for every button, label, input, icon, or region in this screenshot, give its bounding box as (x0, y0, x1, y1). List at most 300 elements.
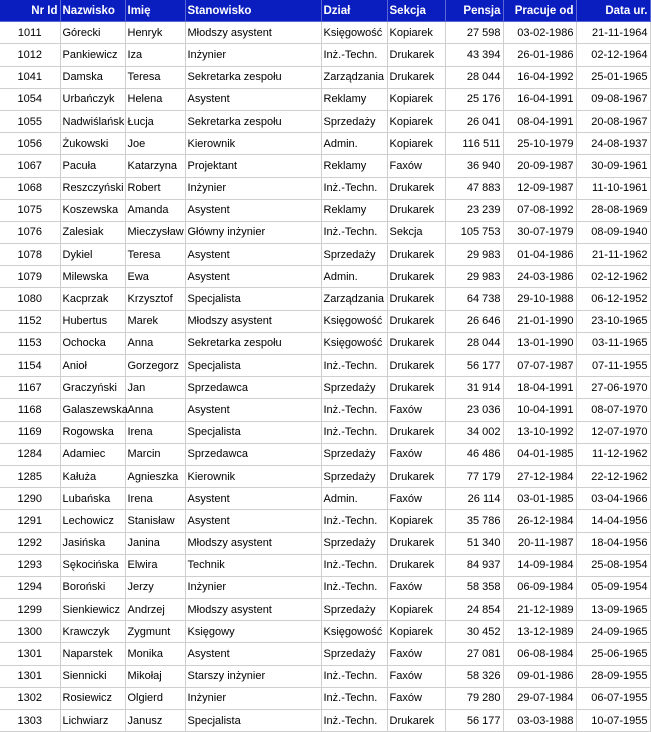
cell-sekcja[interactable]: Faxów (387, 576, 445, 598)
cell-sekcja[interactable]: Kopiarek (387, 621, 445, 643)
cell-dzial[interactable]: Reklamy (321, 155, 387, 177)
cell-pracuje-od[interactable]: 27-12-1984 (503, 465, 576, 487)
cell-pensja[interactable]: 29 983 (445, 244, 503, 266)
table-row[interactable] (0, 421, 650, 443)
cell-pensja[interactable]: 31 914 (445, 377, 503, 399)
cell-nazwisko[interactable]: Pacuła (60, 155, 125, 177)
cell-imie[interactable]: Krzysztof (125, 288, 185, 310)
cell-stanowisko[interactable]: Inżynier (185, 44, 321, 66)
cell-pracuje-od[interactable]: 13-01-1990 (503, 332, 576, 354)
cell-pracuje-od[interactable]: 03-03-1988 (503, 710, 576, 732)
column-header-stanowisko[interactable]: Stanowisko (185, 0, 321, 22)
table-row[interactable] (0, 377, 650, 399)
table-row[interactable] (0, 66, 650, 88)
cell-pracuje-od[interactable]: 20-11-1987 (503, 532, 576, 554)
cell-stanowisko[interactable]: Sekretarka zespołu (185, 66, 321, 88)
cell-dzial[interactable]: Sprzedaży (321, 443, 387, 465)
cell-dzial[interactable]: Inż.-Techn. (321, 355, 387, 377)
cell-pensja[interactable]: 26 114 (445, 488, 503, 510)
cell-imie[interactable]: Amanda (125, 199, 185, 221)
cell-sekcja[interactable]: Faxów (387, 488, 445, 510)
cell-nazwisko[interactable]: Lichwiarz (60, 710, 125, 732)
cell-stanowisko[interactable]: Specjalista (185, 421, 321, 443)
cell-imie[interactable]: Anna (125, 399, 185, 421)
cell-pensja[interactable]: 58 358 (445, 576, 503, 598)
table-row[interactable] (0, 266, 650, 288)
cell-pracuje-od[interactable]: 30-07-1979 (503, 221, 576, 243)
cell-imie[interactable]: Andrzej (125, 599, 185, 621)
cell-imie[interactable]: Łucja (125, 110, 185, 132)
cell-pracuje-od[interactable]: 24-03-1986 (503, 266, 576, 288)
cell-nr-id[interactable]: 1154 (0, 355, 60, 377)
cell-pensja[interactable]: 27 081 (445, 643, 503, 665)
cell-sekcja[interactable]: Kopiarek (387, 133, 445, 155)
cell-nazwisko[interactable]: Milewska (60, 266, 125, 288)
cell-pracuje-od[interactable]: 21-01-1990 (503, 310, 576, 332)
cell-data-ur[interactable]: 22-12-1962 (576, 465, 650, 487)
table-row[interactable] (0, 199, 650, 221)
table-row[interactable] (0, 44, 650, 66)
cell-pensja[interactable]: 26 041 (445, 110, 503, 132)
cell-nr-id[interactable]: 1169 (0, 421, 60, 443)
cell-dzial[interactable]: Zarządzania (321, 66, 387, 88)
column-header-nazwisko[interactable]: Nazwisko (60, 0, 125, 22)
cell-pensja[interactable]: 51 340 (445, 532, 503, 554)
cell-imie[interactable]: Irena (125, 488, 185, 510)
cell-pracuje-od[interactable]: 21-12-1989 (503, 599, 576, 621)
cell-nazwisko[interactable]: Graczyński (60, 377, 125, 399)
cell-nazwisko[interactable]: Sękocińska (60, 554, 125, 576)
table-row[interactable] (0, 155, 650, 177)
cell-imie[interactable]: Monika (125, 643, 185, 665)
cell-pensja[interactable]: 36 940 (445, 155, 503, 177)
cell-nazwisko[interactable]: Anioł (60, 355, 125, 377)
cell-pracuje-od[interactable]: 14-09-1984 (503, 554, 576, 576)
cell-nazwisko[interactable]: Rosiewicz (60, 687, 125, 709)
cell-pracuje-od[interactable]: 20-09-1987 (503, 155, 576, 177)
cell-nazwisko[interactable]: Jasińska (60, 532, 125, 554)
cell-nazwisko[interactable]: Damska (60, 66, 125, 88)
table-row[interactable] (0, 355, 650, 377)
cell-stanowisko[interactable]: Kierownik (185, 465, 321, 487)
column-header-data-ur[interactable]: Data ur. (576, 0, 650, 22)
cell-pensja[interactable]: 56 177 (445, 710, 503, 732)
cell-data-ur[interactable]: 11-12-1962 (576, 443, 650, 465)
table-row[interactable] (0, 665, 650, 687)
cell-nr-id[interactable]: 1078 (0, 244, 60, 266)
cell-data-ur[interactable]: 28-09-1955 (576, 665, 650, 687)
cell-nr-id[interactable]: 1302 (0, 687, 60, 709)
cell-pensja[interactable]: 105 753 (445, 221, 503, 243)
cell-nr-id[interactable]: 1041 (0, 66, 60, 88)
cell-nr-id[interactable]: 1301 (0, 665, 60, 687)
cell-data-ur[interactable]: 14-04-1956 (576, 510, 650, 532)
cell-pracuje-od[interactable]: 06-09-1984 (503, 576, 576, 598)
cell-dzial[interactable]: Księgowość (321, 332, 387, 354)
cell-stanowisko[interactable]: Główny inżynier (185, 221, 321, 243)
cell-imie[interactable]: Janusz (125, 710, 185, 732)
cell-data-ur[interactable]: 25-01-1965 (576, 66, 650, 88)
cell-nazwisko[interactable]: Zalesiak (60, 221, 125, 243)
cell-pracuje-od[interactable]: 03-01-1985 (503, 488, 576, 510)
table-row[interactable] (0, 554, 650, 576)
cell-stanowisko[interactable]: Księgowy (185, 621, 321, 643)
cell-sekcja[interactable]: Drukarek (387, 266, 445, 288)
cell-stanowisko[interactable]: Asystent (185, 488, 321, 510)
table-row[interactable] (0, 133, 650, 155)
cell-sekcja[interactable]: Faxów (387, 155, 445, 177)
cell-pensja[interactable]: 26 646 (445, 310, 503, 332)
cell-dzial[interactable]: Inż.-Techn. (321, 510, 387, 532)
cell-imie[interactable]: Henryk (125, 22, 185, 44)
cell-dzial[interactable]: Inż.-Techn. (321, 665, 387, 687)
cell-stanowisko[interactable]: Asystent (185, 510, 321, 532)
cell-imie[interactable]: Stanisław (125, 510, 185, 532)
cell-data-ur[interactable]: 24-09-1965 (576, 621, 650, 643)
table-row[interactable] (0, 510, 650, 532)
cell-sekcja[interactable]: Faxów (387, 687, 445, 709)
cell-data-ur[interactable]: 08-07-1970 (576, 399, 650, 421)
cell-stanowisko[interactable]: Asystent (185, 244, 321, 266)
cell-data-ur[interactable]: 27-06-1970 (576, 377, 650, 399)
cell-data-ur[interactable]: 08-09-1940 (576, 221, 650, 243)
cell-pensja[interactable]: 46 486 (445, 443, 503, 465)
table-row[interactable] (0, 687, 650, 709)
cell-sekcja[interactable]: Drukarek (387, 332, 445, 354)
cell-dzial[interactable]: Sprzedaży (321, 110, 387, 132)
cell-imie[interactable]: Marcin (125, 443, 185, 465)
column-header-pensja[interactable]: Pensja (445, 0, 503, 22)
cell-stanowisko[interactable]: Asystent (185, 643, 321, 665)
cell-nr-id[interactable]: 1301 (0, 643, 60, 665)
cell-nr-id[interactable]: 1168 (0, 399, 60, 421)
cell-pensja[interactable]: 27 598 (445, 22, 503, 44)
table-row[interactable] (0, 532, 650, 554)
cell-data-ur[interactable]: 13-09-1965 (576, 599, 650, 621)
table-row[interactable] (0, 310, 650, 332)
cell-imie[interactable]: Katarzyna (125, 155, 185, 177)
cell-data-ur[interactable]: 28-08-1969 (576, 199, 650, 221)
cell-nr-id[interactable]: 1299 (0, 599, 60, 621)
cell-imie[interactable]: Joe (125, 133, 185, 155)
cell-dzial[interactable]: Inż.-Techn. (321, 421, 387, 443)
cell-pracuje-od[interactable]: 07-08-1992 (503, 199, 576, 221)
cell-pracuje-od[interactable]: 26-01-1986 (503, 44, 576, 66)
cell-dzial[interactable]: Księgowość (321, 310, 387, 332)
cell-dzial[interactable]: Reklamy (321, 199, 387, 221)
cell-nr-id[interactable]: 1303 (0, 710, 60, 732)
cell-data-ur[interactable]: 10-07-1955 (576, 710, 650, 732)
cell-nr-id[interactable]: 1167 (0, 377, 60, 399)
cell-sekcja[interactable]: Drukarek (387, 465, 445, 487)
cell-sekcja[interactable]: Faxów (387, 443, 445, 465)
cell-sekcja[interactable]: Kopiarek (387, 88, 445, 110)
cell-dzial[interactable]: Zarządzania (321, 288, 387, 310)
table-row[interactable] (0, 221, 650, 243)
table-row[interactable] (0, 399, 650, 421)
cell-nazwisko[interactable]: Lechowicz (60, 510, 125, 532)
cell-nazwisko[interactable]: Dykiel (60, 244, 125, 266)
table-row[interactable] (0, 621, 650, 643)
cell-stanowisko[interactable]: Starszy inżynier (185, 665, 321, 687)
cell-pensja[interactable]: 77 179 (445, 465, 503, 487)
column-header-sekcja[interactable]: Sekcja (387, 0, 445, 22)
cell-pracuje-od[interactable]: 07-07-1987 (503, 355, 576, 377)
cell-nazwisko[interactable]: Lubańska (60, 488, 125, 510)
cell-stanowisko[interactable]: Asystent (185, 88, 321, 110)
cell-data-ur[interactable]: 18-04-1956 (576, 532, 650, 554)
cell-sekcja[interactable]: Kopiarek (387, 599, 445, 621)
cell-nazwisko[interactable]: Galaszewska (60, 399, 125, 421)
cell-sekcja[interactable]: Drukarek (387, 244, 445, 266)
table-row[interactable] (0, 599, 650, 621)
cell-pensja[interactable]: 25 176 (445, 88, 503, 110)
cell-stanowisko[interactable]: Młodszy asystent (185, 310, 321, 332)
cell-dzial[interactable]: Inż.-Techn. (321, 399, 387, 421)
table-row[interactable] (0, 88, 650, 110)
cell-pensja[interactable]: 23 036 (445, 399, 503, 421)
cell-pensja[interactable]: 116 511 (445, 133, 503, 155)
cell-pracuje-od[interactable]: 04-01-1985 (503, 443, 576, 465)
cell-pracuje-od[interactable]: 13-12-1989 (503, 621, 576, 643)
cell-dzial[interactable]: Reklamy (321, 88, 387, 110)
column-header-pracuje-od[interactable]: Pracuje od (503, 0, 576, 22)
cell-dzial[interactable]: Inż.-Techn. (321, 576, 387, 598)
cell-pracuje-od[interactable]: 06-08-1984 (503, 643, 576, 665)
cell-data-ur[interactable]: 30-09-1961 (576, 155, 650, 177)
cell-sekcja[interactable]: Kopiarek (387, 510, 445, 532)
cell-nr-id[interactable]: 1153 (0, 332, 60, 354)
cell-stanowisko[interactable]: Kierownik (185, 133, 321, 155)
cell-sekcja[interactable]: Drukarek (387, 177, 445, 199)
cell-stanowisko[interactable]: Specjalista (185, 355, 321, 377)
table-row[interactable] (0, 288, 650, 310)
cell-nazwisko[interactable]: Kałuża (60, 465, 125, 487)
cell-sekcja[interactable]: Faxów (387, 399, 445, 421)
table-row[interactable] (0, 332, 650, 354)
cell-pensja[interactable]: 30 452 (445, 621, 503, 643)
cell-nr-id[interactable]: 1055 (0, 110, 60, 132)
cell-pensja[interactable]: 34 002 (445, 421, 503, 443)
cell-nazwisko[interactable]: Krawczyk (60, 621, 125, 643)
cell-imie[interactable]: Zygmunt (125, 621, 185, 643)
table-row[interactable] (0, 177, 650, 199)
cell-dzial[interactable]: Inż.-Techn. (321, 177, 387, 199)
cell-stanowisko[interactable]: Inżynier (185, 177, 321, 199)
cell-pensja[interactable]: 23 239 (445, 199, 503, 221)
cell-stanowisko[interactable]: Młodszy asystent (185, 599, 321, 621)
cell-stanowisko[interactable]: Asystent (185, 399, 321, 421)
table-row[interactable] (0, 22, 650, 44)
table-row[interactable] (0, 643, 650, 665)
cell-sekcja[interactable]: Sekcja (387, 221, 445, 243)
cell-nazwisko[interactable]: Adamiec (60, 443, 125, 465)
table-row[interactable] (0, 110, 650, 132)
cell-nazwisko[interactable]: Rogowska (60, 421, 125, 443)
cell-dzial[interactable]: Inż.-Techn. (321, 687, 387, 709)
cell-imie[interactable]: Ewa (125, 266, 185, 288)
cell-pensja[interactable]: 35 786 (445, 510, 503, 532)
cell-nazwisko[interactable]: Koszewska (60, 199, 125, 221)
table-row[interactable] (0, 488, 650, 510)
cell-sekcja[interactable]: Drukarek (387, 288, 445, 310)
cell-pensja[interactable]: 43 394 (445, 44, 503, 66)
cell-imie[interactable]: Janina (125, 532, 185, 554)
table-row[interactable] (0, 244, 650, 266)
cell-nazwisko[interactable]: Pankiewicz (60, 44, 125, 66)
cell-stanowisko[interactable]: Sprzedawca (185, 443, 321, 465)
cell-pensja[interactable]: 64 738 (445, 288, 503, 310)
cell-nr-id[interactable]: 1067 (0, 155, 60, 177)
cell-data-ur[interactable]: 25-08-1954 (576, 554, 650, 576)
cell-data-ur[interactable]: 03-11-1965 (576, 332, 650, 354)
cell-nazwisko[interactable]: Ochocka (60, 332, 125, 354)
cell-pensja[interactable]: 56 177 (445, 355, 503, 377)
cell-sekcja[interactable]: Drukarek (387, 310, 445, 332)
cell-dzial[interactable]: Inż.-Techn. (321, 221, 387, 243)
cell-data-ur[interactable]: 12-07-1970 (576, 421, 650, 443)
column-header-dzial[interactable]: Dział (321, 0, 387, 22)
cell-dzial[interactable]: Sprzedaży (321, 465, 387, 487)
cell-imie[interactable]: Anna (125, 332, 185, 354)
cell-imie[interactable]: Gorzegorz (125, 355, 185, 377)
cell-stanowisko[interactable]: Sprzedawca (185, 377, 321, 399)
cell-pensja[interactable]: 47 883 (445, 177, 503, 199)
cell-nr-id[interactable]: 1152 (0, 310, 60, 332)
cell-nazwisko[interactable]: Hubertus (60, 310, 125, 332)
cell-data-ur[interactable]: 06-07-1955 (576, 687, 650, 709)
cell-stanowisko[interactable]: Sekretarka zespołu (185, 110, 321, 132)
cell-sekcja[interactable]: Faxów (387, 643, 445, 665)
cell-pracuje-od[interactable]: 18-04-1991 (503, 377, 576, 399)
cell-nr-id[interactable]: 1290 (0, 488, 60, 510)
cell-pracuje-od[interactable]: 03-02-1986 (503, 22, 576, 44)
cell-nr-id[interactable]: 1293 (0, 554, 60, 576)
cell-dzial[interactable]: Inż.-Techn. (321, 710, 387, 732)
cell-data-ur[interactable]: 06-12-1952 (576, 288, 650, 310)
cell-imie[interactable]: Elwira (125, 554, 185, 576)
cell-pensja[interactable]: 28 044 (445, 66, 503, 88)
table-row[interactable] (0, 576, 650, 598)
cell-nazwisko[interactable]: Górecki (60, 22, 125, 44)
cell-nazwisko[interactable]: Kacprzak (60, 288, 125, 310)
cell-pracuje-od[interactable]: 09-01-1986 (503, 665, 576, 687)
cell-pracuje-od[interactable]: 13-10-1992 (503, 421, 576, 443)
cell-pracuje-od[interactable]: 29-07-1984 (503, 687, 576, 709)
cell-dzial[interactable]: Księgowość (321, 22, 387, 44)
cell-sekcja[interactable]: Drukarek (387, 355, 445, 377)
cell-stanowisko[interactable]: Inżynier (185, 687, 321, 709)
cell-nazwisko[interactable]: Reszczyński (60, 177, 125, 199)
cell-nr-id[interactable]: 1012 (0, 44, 60, 66)
cell-nazwisko[interactable]: Żukowski (60, 133, 125, 155)
cell-nr-id[interactable]: 1292 (0, 532, 60, 554)
table-row[interactable] (0, 710, 650, 732)
cell-dzial[interactable]: Inż.-Techn. (321, 554, 387, 576)
cell-pracuje-od[interactable]: 01-04-1986 (503, 244, 576, 266)
cell-data-ur[interactable]: 25-06-1965 (576, 643, 650, 665)
cell-dzial[interactable]: Sprzedaży (321, 643, 387, 665)
cell-imie[interactable]: Irena (125, 421, 185, 443)
cell-nazwisko[interactable]: Urbańczyk (60, 88, 125, 110)
cell-nazwisko[interactable]: Nadwiślańsk (60, 110, 125, 132)
cell-sekcja[interactable]: Drukarek (387, 44, 445, 66)
cell-data-ur[interactable]: 20-08-1967 (576, 110, 650, 132)
cell-nr-id[interactable]: 1076 (0, 221, 60, 243)
cell-pracuje-od[interactable]: 26-12-1984 (503, 510, 576, 532)
cell-pracuje-od[interactable]: 29-10-1988 (503, 288, 576, 310)
cell-stanowisko[interactable]: Sekretarka zespołu (185, 332, 321, 354)
cell-pensja[interactable]: 24 854 (445, 599, 503, 621)
cell-dzial[interactable]: Admin. (321, 133, 387, 155)
cell-data-ur[interactable]: 07-11-1955 (576, 355, 650, 377)
cell-dzial[interactable]: Księgowość (321, 621, 387, 643)
cell-nr-id[interactable]: 1294 (0, 576, 60, 598)
cell-pensja[interactable]: 84 937 (445, 554, 503, 576)
cell-dzial[interactable]: Admin. (321, 488, 387, 510)
cell-stanowisko[interactable]: Technik (185, 554, 321, 576)
cell-pracuje-od[interactable]: 10-04-1991 (503, 399, 576, 421)
cell-imie[interactable]: Mieczysław (125, 221, 185, 243)
cell-data-ur[interactable]: 02-12-1962 (576, 266, 650, 288)
cell-imie[interactable]: Helena (125, 88, 185, 110)
cell-nr-id[interactable]: 1054 (0, 88, 60, 110)
cell-sekcja[interactable]: Kopiarek (387, 22, 445, 44)
cell-stanowisko[interactable]: Młodszy asystent (185, 22, 321, 44)
cell-imie[interactable]: Jan (125, 377, 185, 399)
cell-pensja[interactable]: 29 983 (445, 266, 503, 288)
cell-nr-id[interactable]: 1068 (0, 177, 60, 199)
cell-stanowisko[interactable]: Asystent (185, 199, 321, 221)
cell-imie[interactable]: Iza (125, 44, 185, 66)
cell-dzial[interactable]: Sprzedaży (321, 599, 387, 621)
cell-imie[interactable]: Teresa (125, 244, 185, 266)
cell-nazwisko[interactable]: Boroński (60, 576, 125, 598)
cell-pracuje-od[interactable]: 12-09-1987 (503, 177, 576, 199)
column-header-nr-id[interactable]: Nr Id (0, 0, 60, 22)
cell-imie[interactable]: Robert (125, 177, 185, 199)
table-row[interactable] (0, 465, 650, 487)
cell-imie[interactable]: Marek (125, 310, 185, 332)
column-header-imie[interactable]: Imię (125, 0, 185, 22)
cell-nr-id[interactable]: 1079 (0, 266, 60, 288)
cell-data-ur[interactable]: 02-12-1964 (576, 44, 650, 66)
cell-imie[interactable]: Agnieszka (125, 465, 185, 487)
cell-nr-id[interactable]: 1011 (0, 22, 60, 44)
cell-nazwisko[interactable]: Siennicki (60, 665, 125, 687)
cell-dzial[interactable]: Inż.-Techn. (321, 44, 387, 66)
cell-stanowisko[interactable]: Młodszy asystent (185, 532, 321, 554)
cell-nazwisko[interactable]: Sienkiewicz (60, 599, 125, 621)
cell-data-ur[interactable]: 11-10-1961 (576, 177, 650, 199)
cell-dzial[interactable]: Admin. (321, 266, 387, 288)
cell-stanowisko[interactable]: Projektant (185, 155, 321, 177)
cell-nazwisko[interactable]: Naparstek (60, 643, 125, 665)
cell-pensja[interactable]: 79 280 (445, 687, 503, 709)
cell-dzial[interactable]: Sprzedaży (321, 532, 387, 554)
cell-data-ur[interactable]: 24-08-1937 (576, 133, 650, 155)
cell-stanowisko[interactable]: Specjalista (185, 288, 321, 310)
cell-pracuje-od[interactable]: 25-10-1979 (503, 133, 576, 155)
cell-nr-id[interactable]: 1056 (0, 133, 60, 155)
cell-imie[interactable]: Mikołaj (125, 665, 185, 687)
cell-dzial[interactable]: Sprzedaży (321, 244, 387, 266)
cell-data-ur[interactable]: 23-10-1965 (576, 310, 650, 332)
cell-stanowisko[interactable]: Asystent (185, 266, 321, 288)
cell-data-ur[interactable]: 05-09-1954 (576, 576, 650, 598)
cell-pensja[interactable]: 58 326 (445, 665, 503, 687)
cell-pracuje-od[interactable]: 16-04-1992 (503, 66, 576, 88)
